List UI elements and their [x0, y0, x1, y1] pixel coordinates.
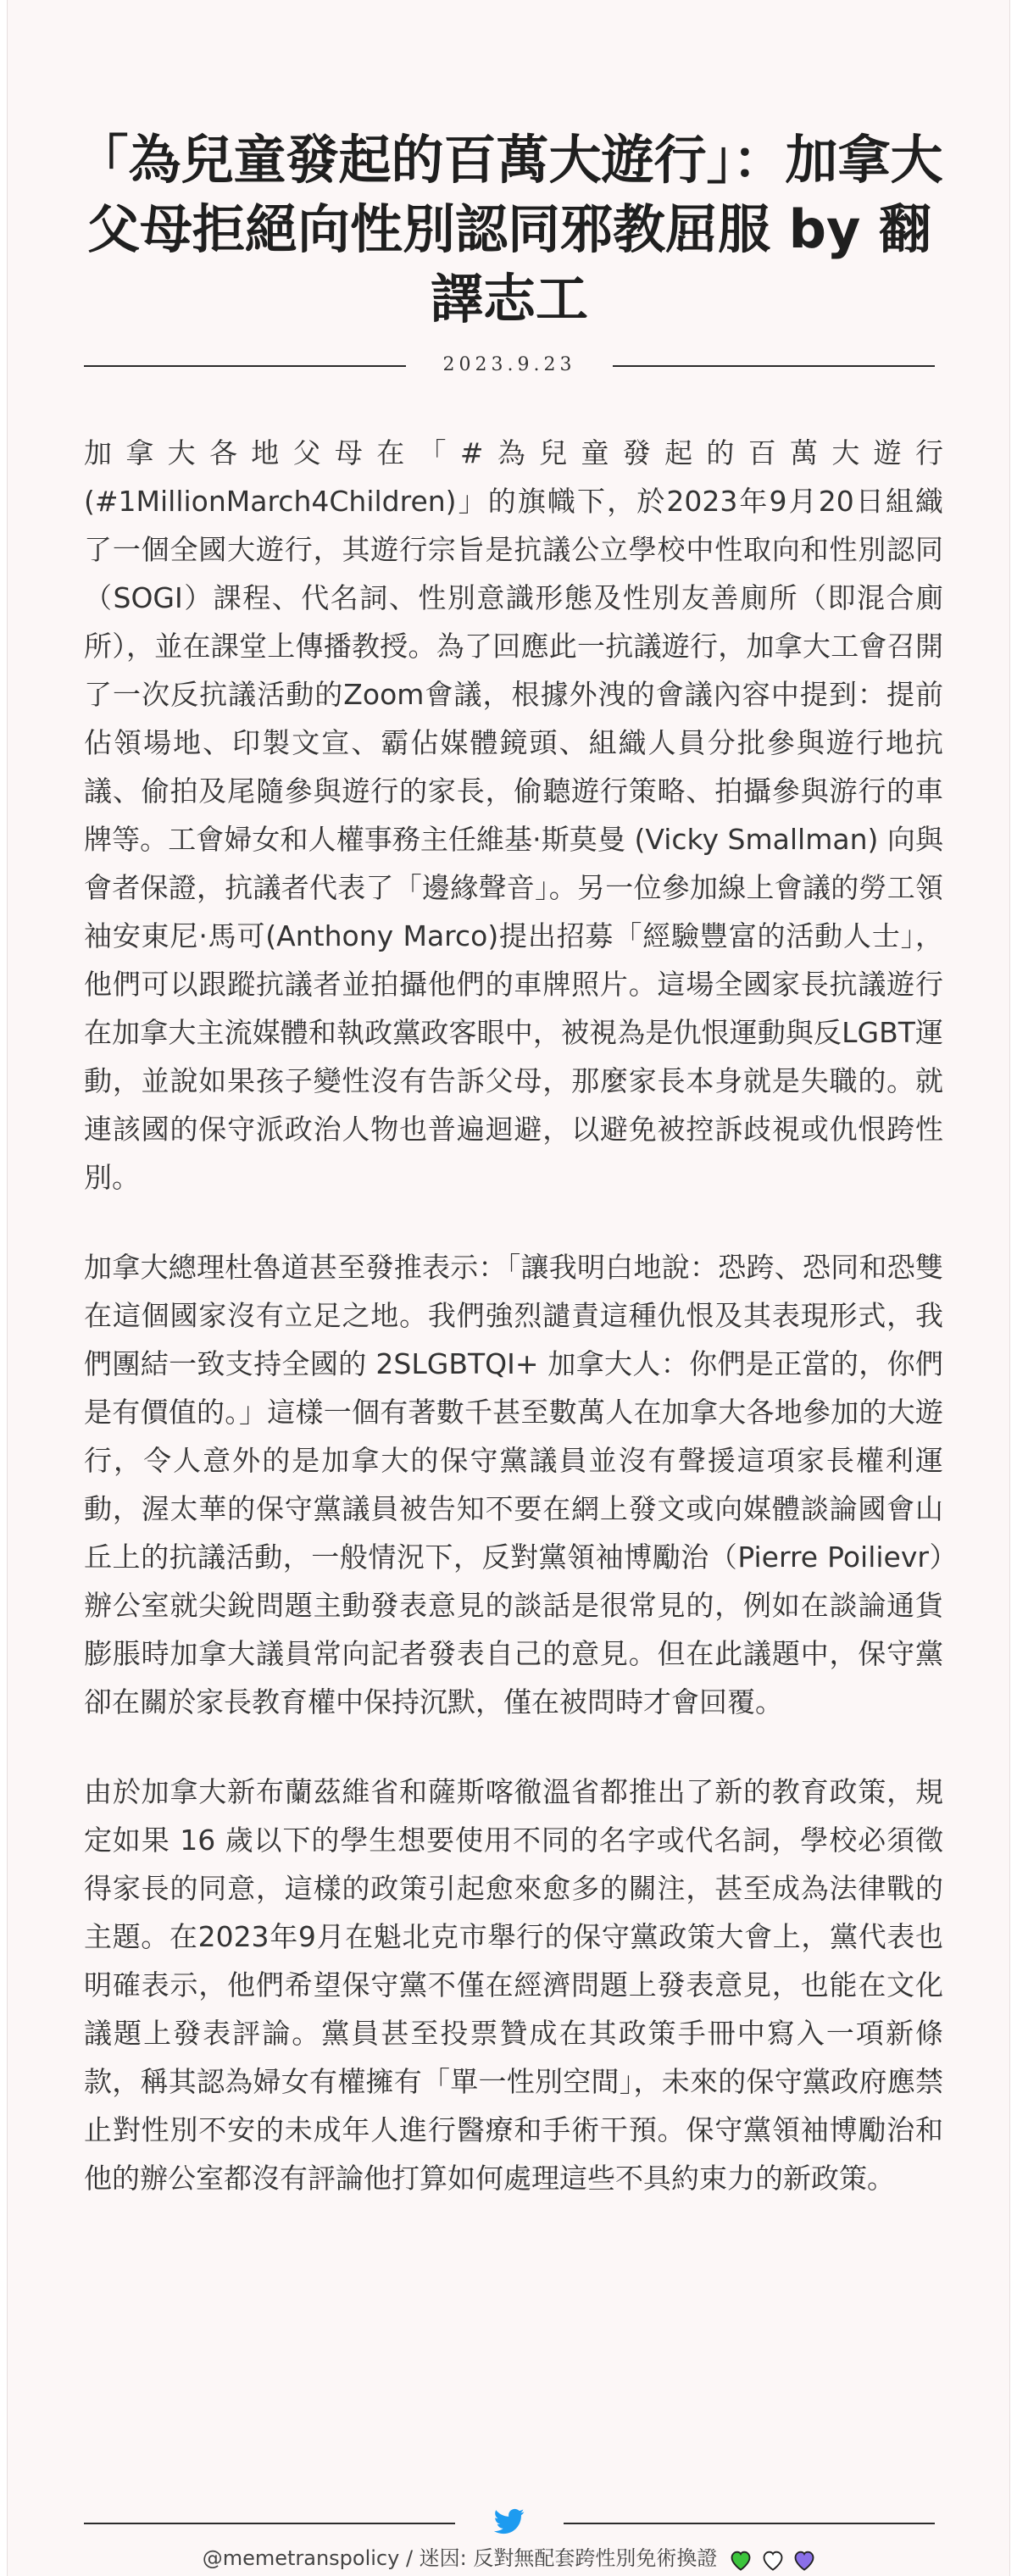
footer-divider: [84, 2506, 935, 2540]
date-divider: [84, 353, 935, 378]
green-heart-icon: [729, 2549, 753, 2571]
divider-line: [613, 365, 935, 367]
divider-line: [84, 365, 406, 367]
paragraph-2: 加拿大總理杜魯道甚至發推表示：「讓我明白地說：恐跨、恐同和恐雙在這個國家沒有立足之地。我們強烈譴責這種仇恨及其表現形式，我們團結一致支持全國的 2SLGBTQI+ 加拿大人：你們是正當的，你們是有價值的。」這樣一個有著數千甚至數萬人在加拿大各地參加的大遊行，令人意外的是加拿大的保守黨議員並沒有聲援這項家長權利運動，渥太華的保守黨議員被告知不要在網上發文或向媒體談論國會山丘上的抗議活動，一般情況下，反對黨領袖博勵治（Pierre Poilievr）辦公室就尖銳問題主動發表意見的談話是很常見的，例如在談論通貨膨脹時加拿大議員常向記者發表自己的意見。但在此議題中，保守黨卻在關於家長教育權中保持沉默，僅在被問時才會回覆。: [84, 1251, 943, 1718]
divider-line: [84, 2523, 455, 2524]
article-body: [84, 429, 943, 2244]
credit-text: @memetranspolicy / 迷因: 反對無配套跨性別免術換證: [202, 2546, 718, 2570]
divider-line: [564, 2523, 935, 2524]
white-heart-icon: [761, 2549, 785, 2571]
heart-group: [727, 2545, 816, 2573]
purple-heart-icon: [792, 2549, 816, 2571]
article-page: [7, 0, 1010, 2576]
article-title: 「為兒童發起的百萬大遊行」：加拿大父母拒絕向性別認同邪教屈服 by 翻譯志工: [75, 129, 943, 330]
twitter-bird-icon[interactable]: [494, 2506, 525, 2536]
footer-credit: [84, 2544, 935, 2573]
publish-date: 2023.9.23: [442, 354, 576, 375]
paragraph-1: 加拿大各地父母在「#為兒童發起的百萬大遊行(#1MillionMarch4Children)」的旗幟下，於2023年9月20日組織了一個全國大遊行，其遊行宗旨是抗議公立學校中性取向和性別認同（SOGI）課程、代名詞、性別意識形態及性別友善廁所（即混合廁所），並在課堂上傳播教授。為了回應此一抗議遊行，加拿大工會召開了一次反抗議活動的Zoom會議，根據外洩的會議內容中提到：提前佔領場地、印製文宣、霸佔媒體鏡頭、組織人員分批參與遊行地抗議、偷拍及尾隨參與遊行的家長，偷聽遊行策略、拍攝參與游行的車牌等。工會婦女和人權事務主任維基·斯莫曼 (Vicky Smallman) 向與會者保證，抗議者代表了「邊緣聲音」。另一位參加線上會議的勞工領袖安東尼·馬可(Anthony Marco)提出招募「經驗豐富的活動人士」，他們可以跟蹤抗議者並拍攝他們的車牌照片。這場全國家長抗議遊行在加拿大主流媒體和執政黨政客眼中，被視為是仇恨運動與反LGBT運動，並說如果孩子變性沒有告訴父母，那麼家長本身就是失職的。就連該國的保守派政治人物也普遍迴避，以避免被控訴歧視或仇恨跨性別。: [84, 436, 943, 1194]
paragraph-3: 由於加拿大新布蘭茲維省和薩斯喀徹溫省都推出了新的教育政策，規定如果 16 歲以下的學生想要使用不同的名字或代名詞，學校必須徵得家長的同意，這樣的政策引起愈來愈多的關注，甚至成為法律戰的主題。在2023年9月在魁北克市舉行的保守黨政策大會上，黨代表也明確表示，他們希望保守黨不僅在經濟問題上發表意見，也能在文化議題上發表評論。黨員甚至投票贊成在其政策手冊中寫入一項新條款，稱其認為婦女有權擁有「單一性別空間」，未來的保守黨政府應禁止對性別不安的未成年人進行醫療和手術干預。保守黨領袖博勵治和他的辦公室都沒有評論他打算如何處理這些不具約束力的新政策。: [84, 1775, 943, 2195]
